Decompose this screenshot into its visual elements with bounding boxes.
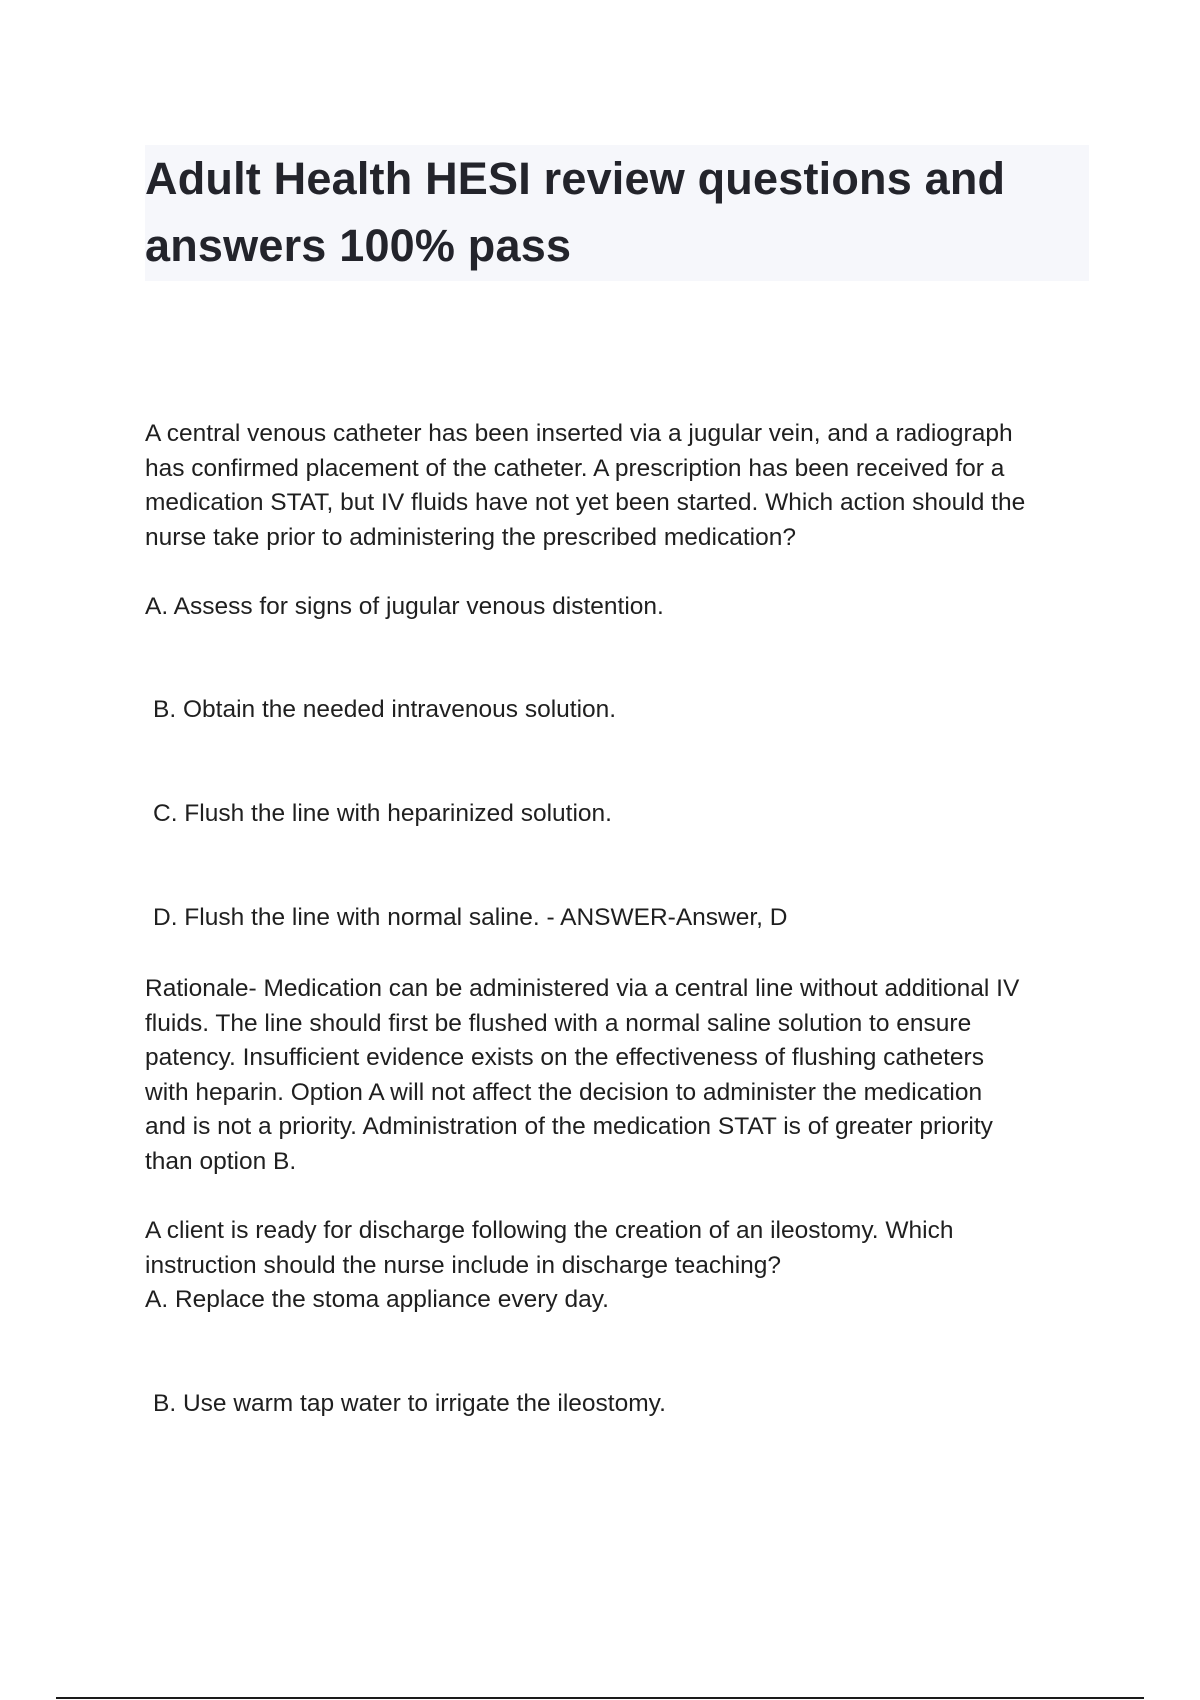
- page-bottom-divider: [56, 1697, 1144, 1699]
- title-block: [145, 145, 1089, 281]
- question-1-option-d-answer: D. Flush the line with normal saline. - ANSWER-Answer, D: [153, 904, 788, 931]
- question-1-stem: A central venous catheter has been inserted via a jugular vein, and a radiograph has confirmed placement of the catheter. A prescription has been received for a medication STAT, but IV fluids have not yet been started. Which action should the nurse take prior to administering the prescribed medication?: [145, 420, 1026, 551]
- question-2-option-a: A. Replace the stoma appliance every day.: [145, 1286, 609, 1313]
- question-1-option-c: C. Flush the line with heparinized solution.: [153, 800, 612, 827]
- question-1-option-a: A. Assess for signs of jugular venous distention.: [145, 593, 664, 620]
- question-2-stem: A client is ready for discharge following the creation of an ileostomy. Which instruction should the nurse include in discharge teaching?: [145, 1217, 954, 1279]
- question-2-option-b: B. Use warm tap water to irrigate the ileostomy.: [153, 1390, 666, 1417]
- question-1-option-b: B. Obtain the needed intravenous solution.: [153, 696, 617, 723]
- question-1-rationale: Rationale- Medication can be administered via a central line without additional IV fluids. The line should first be flushed with a normal saline solution to ensure patency. Insufficient evidence exists on the effectiveness of flushing catheters with heparin. Option A will not affect the decision to administer the medication and is not a priority. Administration of the medication STAT is of greater priority than option B.: [145, 975, 1020, 1175]
- document-title: Adult Health HESI review questions and answers 100% pass: [145, 153, 1006, 271]
